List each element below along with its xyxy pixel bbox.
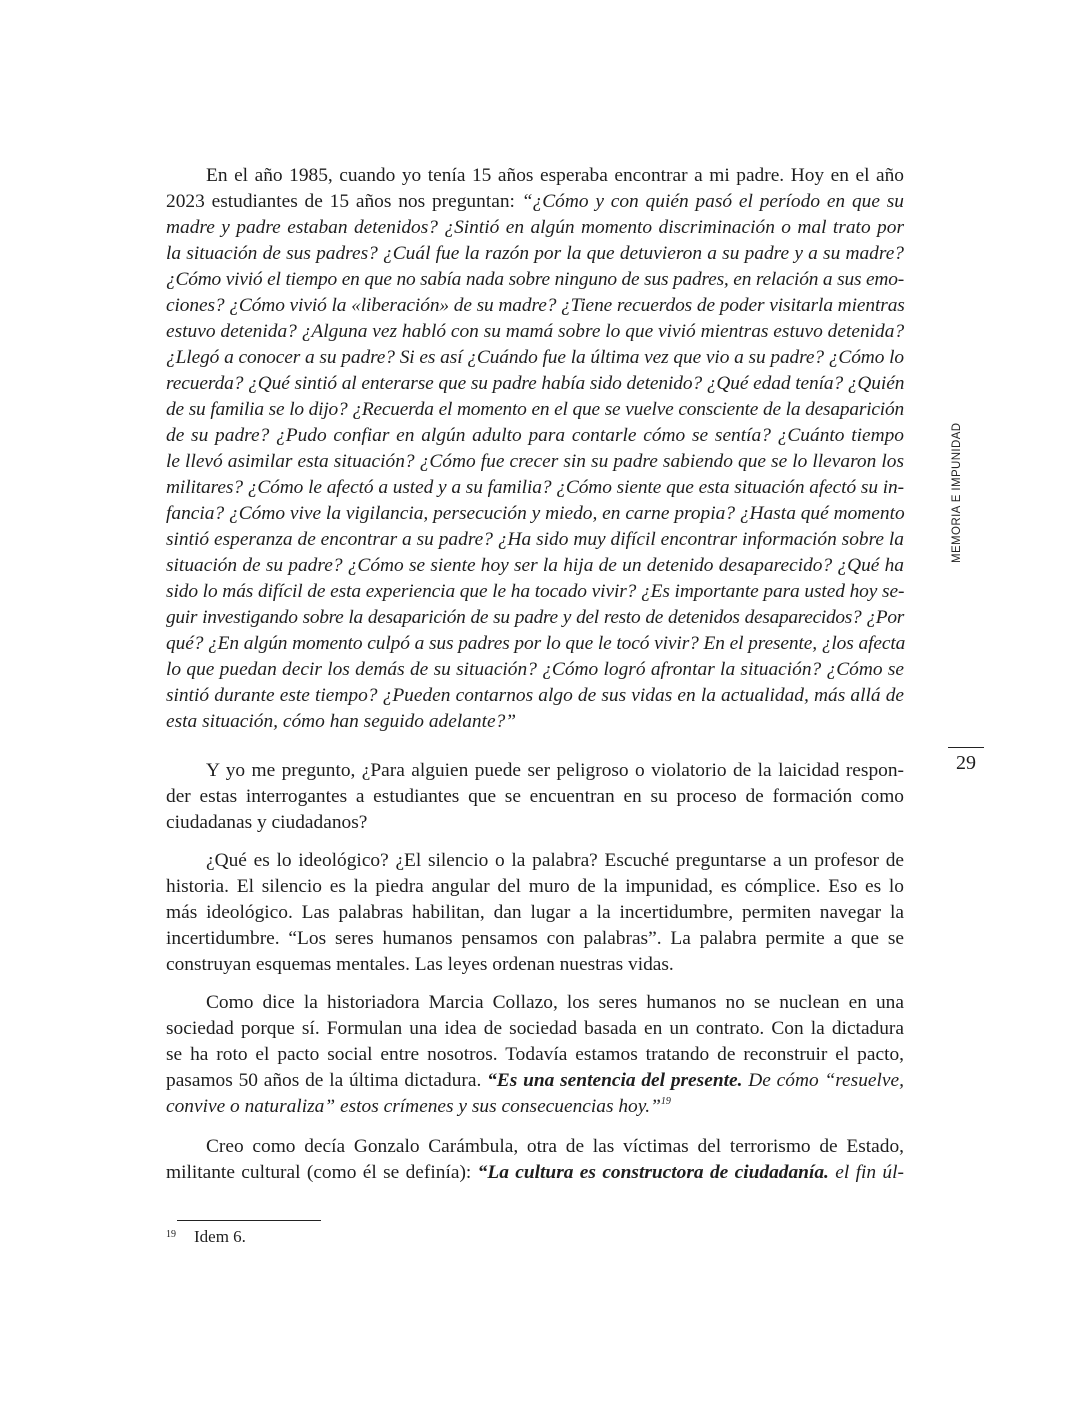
paragraph-2-line-2: der estas interrogantes a estudiantes que se encuentran en su proceso de formación como [166,786,904,807]
quote-line: situación de su padre? ¿Cómo se siente hoy ser la hija de un detenido desaparecido? ¿Qué ha [166,555,904,576]
quote-start: “¿Cómo y con quién pasó el período en que su [521,191,904,212]
quote-line: de su familia se lo dijo? ¿Recuerda el momento en el que se vuelve consciente de la desaparición [166,399,904,420]
quote-line: madre y padre estaban detenidos? ¿Sintió en algún momento discriminación o mal trato por [166,217,904,238]
footnote-reference: 19 [660,1096,671,1107]
footnote-mark: 19 [166,1229,176,1240]
italic-quote: el fin úl- [835,1162,904,1183]
quote-line: fancia? ¿Cómo vive la vigilancia, persecución y miedo, en carne propia? ¿Hasta qué momento [166,503,905,524]
paragraph-5-line-2-roman: militante cultural (como él se definía): [166,1162,472,1183]
quote-line: militares? ¿Cómo le afectó a usted y a su familia? ¿Cómo siente que esta situación afectó su in- [166,477,904,498]
quote-line: estuvo detenida? ¿Alguna vez habló con su mamá sobre lo que vivió mientras estuvo detenida? [166,321,905,342]
italic-quote-end: convive o naturaliza” estos crímenes y sus consecuencias hoy.” [166,1096,661,1117]
bold-quote: “Es una sentencia del presente. [487,1070,743,1091]
paragraph-3-line-3: más ideológico. Las palabras habilitan, dan lugar a la incertidumbre, permiten navegar la [166,902,904,923]
paragraph-1-line-2 [166,189,904,215]
quote-line: ¿Cómo vivió el tiempo en que no sabía nada sobre ninguno de sus padres, en relación a sus emo- [166,269,904,290]
paragraph-5-line-2 [166,1160,904,1186]
quote-line: recuerda? ¿Qué sintió al enterarse que su padre había sido detenido? ¿Qué edad tenía? ¿Quién [166,373,905,394]
paragraph-3-line-1: ¿Qué es lo ideológico? ¿El silencio o la palabra? Escuché preguntarse a un profesor de [206,850,904,871]
quote-last-line: esta situación, cómo han seguido adelante?” [166,711,517,732]
paragraph-1-line-2-roman: 2023 estudiantes de 15 años nos preguntan: [166,191,515,212]
paragraph-3-line-4: incertidumbre. “Los seres humanos pensamos con palabras”. La palabra permite a que se [166,928,904,949]
paragraph-4-line-3: se ha roto el pacto social entre nosotros. Todavía estamos tratando de reconstruir el pacto, [166,1044,904,1065]
bold-quote: “La cultura es constructora de ciudadanía. [477,1162,829,1183]
page-number-rule [948,747,984,748]
paragraph-4-line-2: sociedad porque sí. Formulan una idea de sociedad basada en un contrato. Con la dictadura [166,1018,904,1039]
paragraph-4-line-4-roman: pasamos 50 años de la última dictadura. [166,1070,482,1091]
quote-line: sido lo más difícil de esta experiencia que le ha tocado vivir? ¿Es importante para usted hoy se- [166,581,905,602]
paragraph-4-line-4 [166,1068,904,1094]
paragraph-3-line-2: historia. El silencio es la piedra angular del muro de la impunidad, es cómplice. Eso es lo [166,876,904,897]
paragraph-4-line-5 [166,1094,904,1120]
quote-line: de su padre? ¿Pudo confiar en algún adulto para contarle cómo se sentía? ¿Cuánto tiempo [166,425,904,446]
footnote-text: Idem 6. [194,1227,246,1246]
page-number: 29 [956,752,976,774]
italic-quote: De cómo “resuelve, [748,1070,904,1091]
quote-line: le llevó asimilar esta situación? ¿Cómo fue crecer sin su padre sabiendo que se lo llevaron los [166,451,904,472]
running-header: MEMORIA E IMPUNIDAD [951,422,963,563]
quote-line: qué? ¿En algún momento culpó a sus padres por lo que le tocó vivir? En el presente, ¿los afecta [166,633,906,654]
quote-line: guir investigando sobre la desaparición de su padre y del resto de detenidos desaparecidos? ¿Por [166,607,904,628]
paragraph-1-line-1: En el año 1985, cuando yo tenía 15 años esperaba encontrar a mi padre. Hoy en el año [206,165,904,186]
quote-line: ciones? ¿Cómo vivió la «liberación» de su madre? ¿Tiene recuerdos de poder visitarla mientras [166,295,905,316]
footnote-separator [177,1220,321,1221]
paragraph-2-line-3: ciudadanas y ciudadanos? [166,812,368,833]
quote-line: sintió esperanza de encontrar a su padre? ¿Ha sido muy difícil encontrar información sobre la [166,529,904,550]
quote-line: sintió durante este tiempo? ¿Pueden contarnos algo de sus vidas en la actualidad, más allá de [166,685,904,706]
quote-line: la situación de sus padres? ¿Cuál fue la razón por la que detuvieron a su padre y a su madre? [166,243,904,264]
paragraph-5-line-1: Creo como decía Gonzalo Carámbula, otra de las víctimas del terrorismo de Estado, [206,1136,904,1157]
quote-line: lo que puedan decir los demás de su situación? ¿Cómo logró afrontar la situación? ¿Cómo se [166,659,904,680]
paragraph-2-line-1: Y yo me pregunto, ¿Para alguien puede ser peligroso o violatorio de la laicidad respon- [206,760,904,781]
paragraph-4-line-1: Como dice la historiadora Marcia Collazo, los seres humanos no se nuclean en una [206,992,904,1013]
quote-line: ¿Llegó a conocer a su padre? Si es así ¿Cuándo fue la última vez que vio a su padre? ¿Cómo lo [166,347,904,368]
paragraph-3-line-5: construyan esquemas mentales. Las leyes ordenan nuestras vidas. [166,954,674,975]
